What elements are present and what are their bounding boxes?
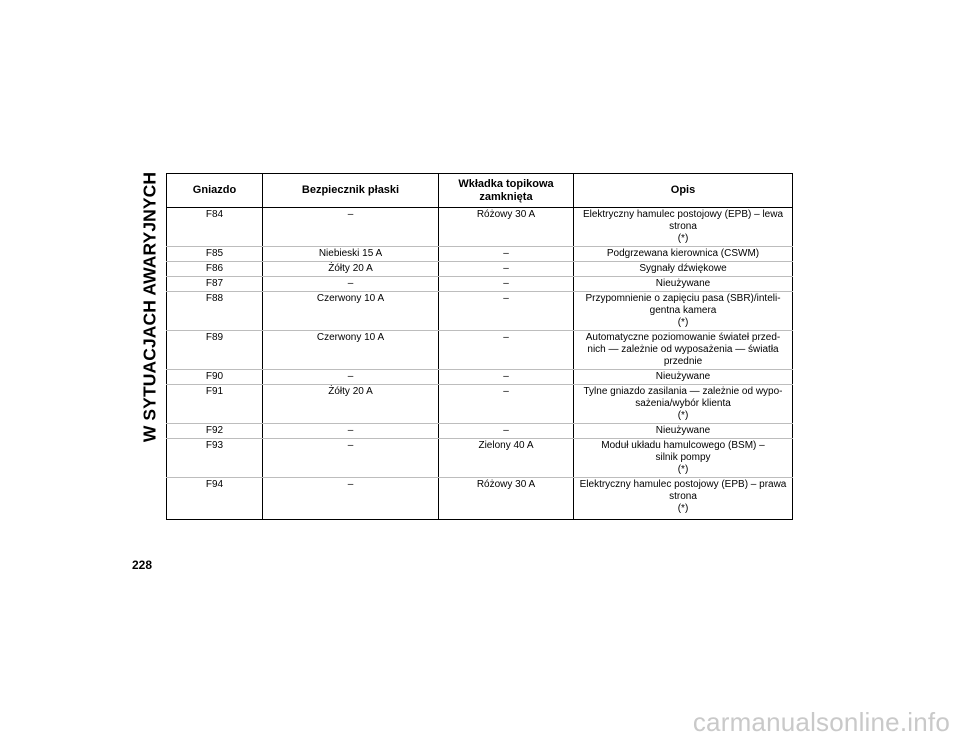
- cell-description: Nieużywane: [574, 370, 793, 385]
- fuse-table: [166, 173, 793, 520]
- header-socket: Gniazdo: [167, 174, 263, 208]
- cell-blade-fuse: –: [263, 208, 439, 247]
- cell-cartridge-fuse: –: [439, 247, 574, 262]
- cell-socket: F92: [167, 424, 263, 439]
- cell-socket: F85: [167, 247, 263, 262]
- section-title: [139, 171, 161, 443]
- page-number: 228: [132, 558, 153, 572]
- cell-socket: F90: [167, 370, 263, 385]
- cell-blade-fuse: Żółty 20 A: [263, 262, 439, 277]
- cell-cartridge-fuse: –: [439, 385, 574, 424]
- table-row: [167, 478, 793, 520]
- cell-cartridge-fuse: –: [439, 370, 574, 385]
- cell-socket: F89: [167, 331, 263, 370]
- cell-cartridge-fuse: –: [439, 262, 574, 277]
- table-row: [167, 247, 793, 262]
- header-cartridge-fuse: Wkładka topikowa zamknięta: [439, 174, 574, 208]
- cell-description: Tylne gniazdo zasilania — zależnie od wypo- sażenia/wybór klienta (*): [574, 385, 793, 424]
- cell-socket: F93: [167, 439, 263, 478]
- cell-socket: F84: [167, 208, 263, 247]
- watermark-text: carmanualsonline.info: [692, 707, 950, 737]
- table-row: [167, 292, 793, 331]
- cell-cartridge-fuse: –: [439, 292, 574, 331]
- table-row: [167, 385, 793, 424]
- cell-description: Elektryczny hamulec postojowy (EPB) – lewa strona (*): [574, 208, 793, 247]
- cell-cartridge-fuse: Zielony 40 A: [439, 439, 574, 478]
- table-row: [167, 370, 793, 385]
- cell-socket: F91: [167, 385, 263, 424]
- table-header-row: [167, 174, 793, 208]
- cell-description: Nieużywane: [574, 424, 793, 439]
- cell-description: Elektryczny hamulec postojowy (EPB) – prawa strona (*): [574, 478, 793, 520]
- cell-blade-fuse: –: [263, 439, 439, 478]
- cell-blade-fuse: –: [263, 478, 439, 520]
- cell-blade-fuse: –: [263, 277, 439, 292]
- table-row: [167, 208, 793, 247]
- cell-socket: F88: [167, 292, 263, 331]
- cell-socket: F86: [167, 262, 263, 277]
- cell-description: Sygnały dźwiękowe: [574, 262, 793, 277]
- table-row: [167, 331, 793, 370]
- cell-blade-fuse: –: [263, 370, 439, 385]
- cell-cartridge-fuse: –: [439, 424, 574, 439]
- header-description: Opis: [574, 174, 793, 208]
- header-blade-fuse: Bezpiecznik płaski: [263, 174, 439, 208]
- table-row: [167, 262, 793, 277]
- cell-blade-fuse: Niebieski 15 A: [263, 247, 439, 262]
- cell-socket: F94: [167, 478, 263, 520]
- cell-cartridge-fuse: –: [439, 277, 574, 292]
- table-row: [167, 439, 793, 478]
- cell-cartridge-fuse: Różowy 30 A: [439, 478, 574, 520]
- cell-cartridge-fuse: –: [439, 331, 574, 370]
- section-title-text: W SYTUACJACH AWARYJNYCH: [139, 171, 160, 443]
- cell-description: Moduł układu hamulcowego (BSM) – silnik pompy (*): [574, 439, 793, 478]
- cell-blade-fuse: Czerwony 10 A: [263, 331, 439, 370]
- cell-description: Przypomnienie o zapięciu pasa (SBR)/inteli- gentna kamera (*): [574, 292, 793, 331]
- cell-cartridge-fuse: Różowy 30 A: [439, 208, 574, 247]
- cell-blade-fuse: Żółty 20 A: [263, 385, 439, 424]
- cell-blade-fuse: Czerwony 10 A: [263, 292, 439, 331]
- cell-socket: F87: [167, 277, 263, 292]
- cell-description: Nieużywane: [574, 277, 793, 292]
- table-row: [167, 277, 793, 292]
- cell-blade-fuse: –: [263, 424, 439, 439]
- table-row: [167, 424, 793, 439]
- cell-description: Podgrzewana kierownica (CSWM): [574, 247, 793, 262]
- cell-description: Automatyczne poziomowanie świateł przed- nich — zależnie od wyposażenia — światła przednie: [574, 331, 793, 370]
